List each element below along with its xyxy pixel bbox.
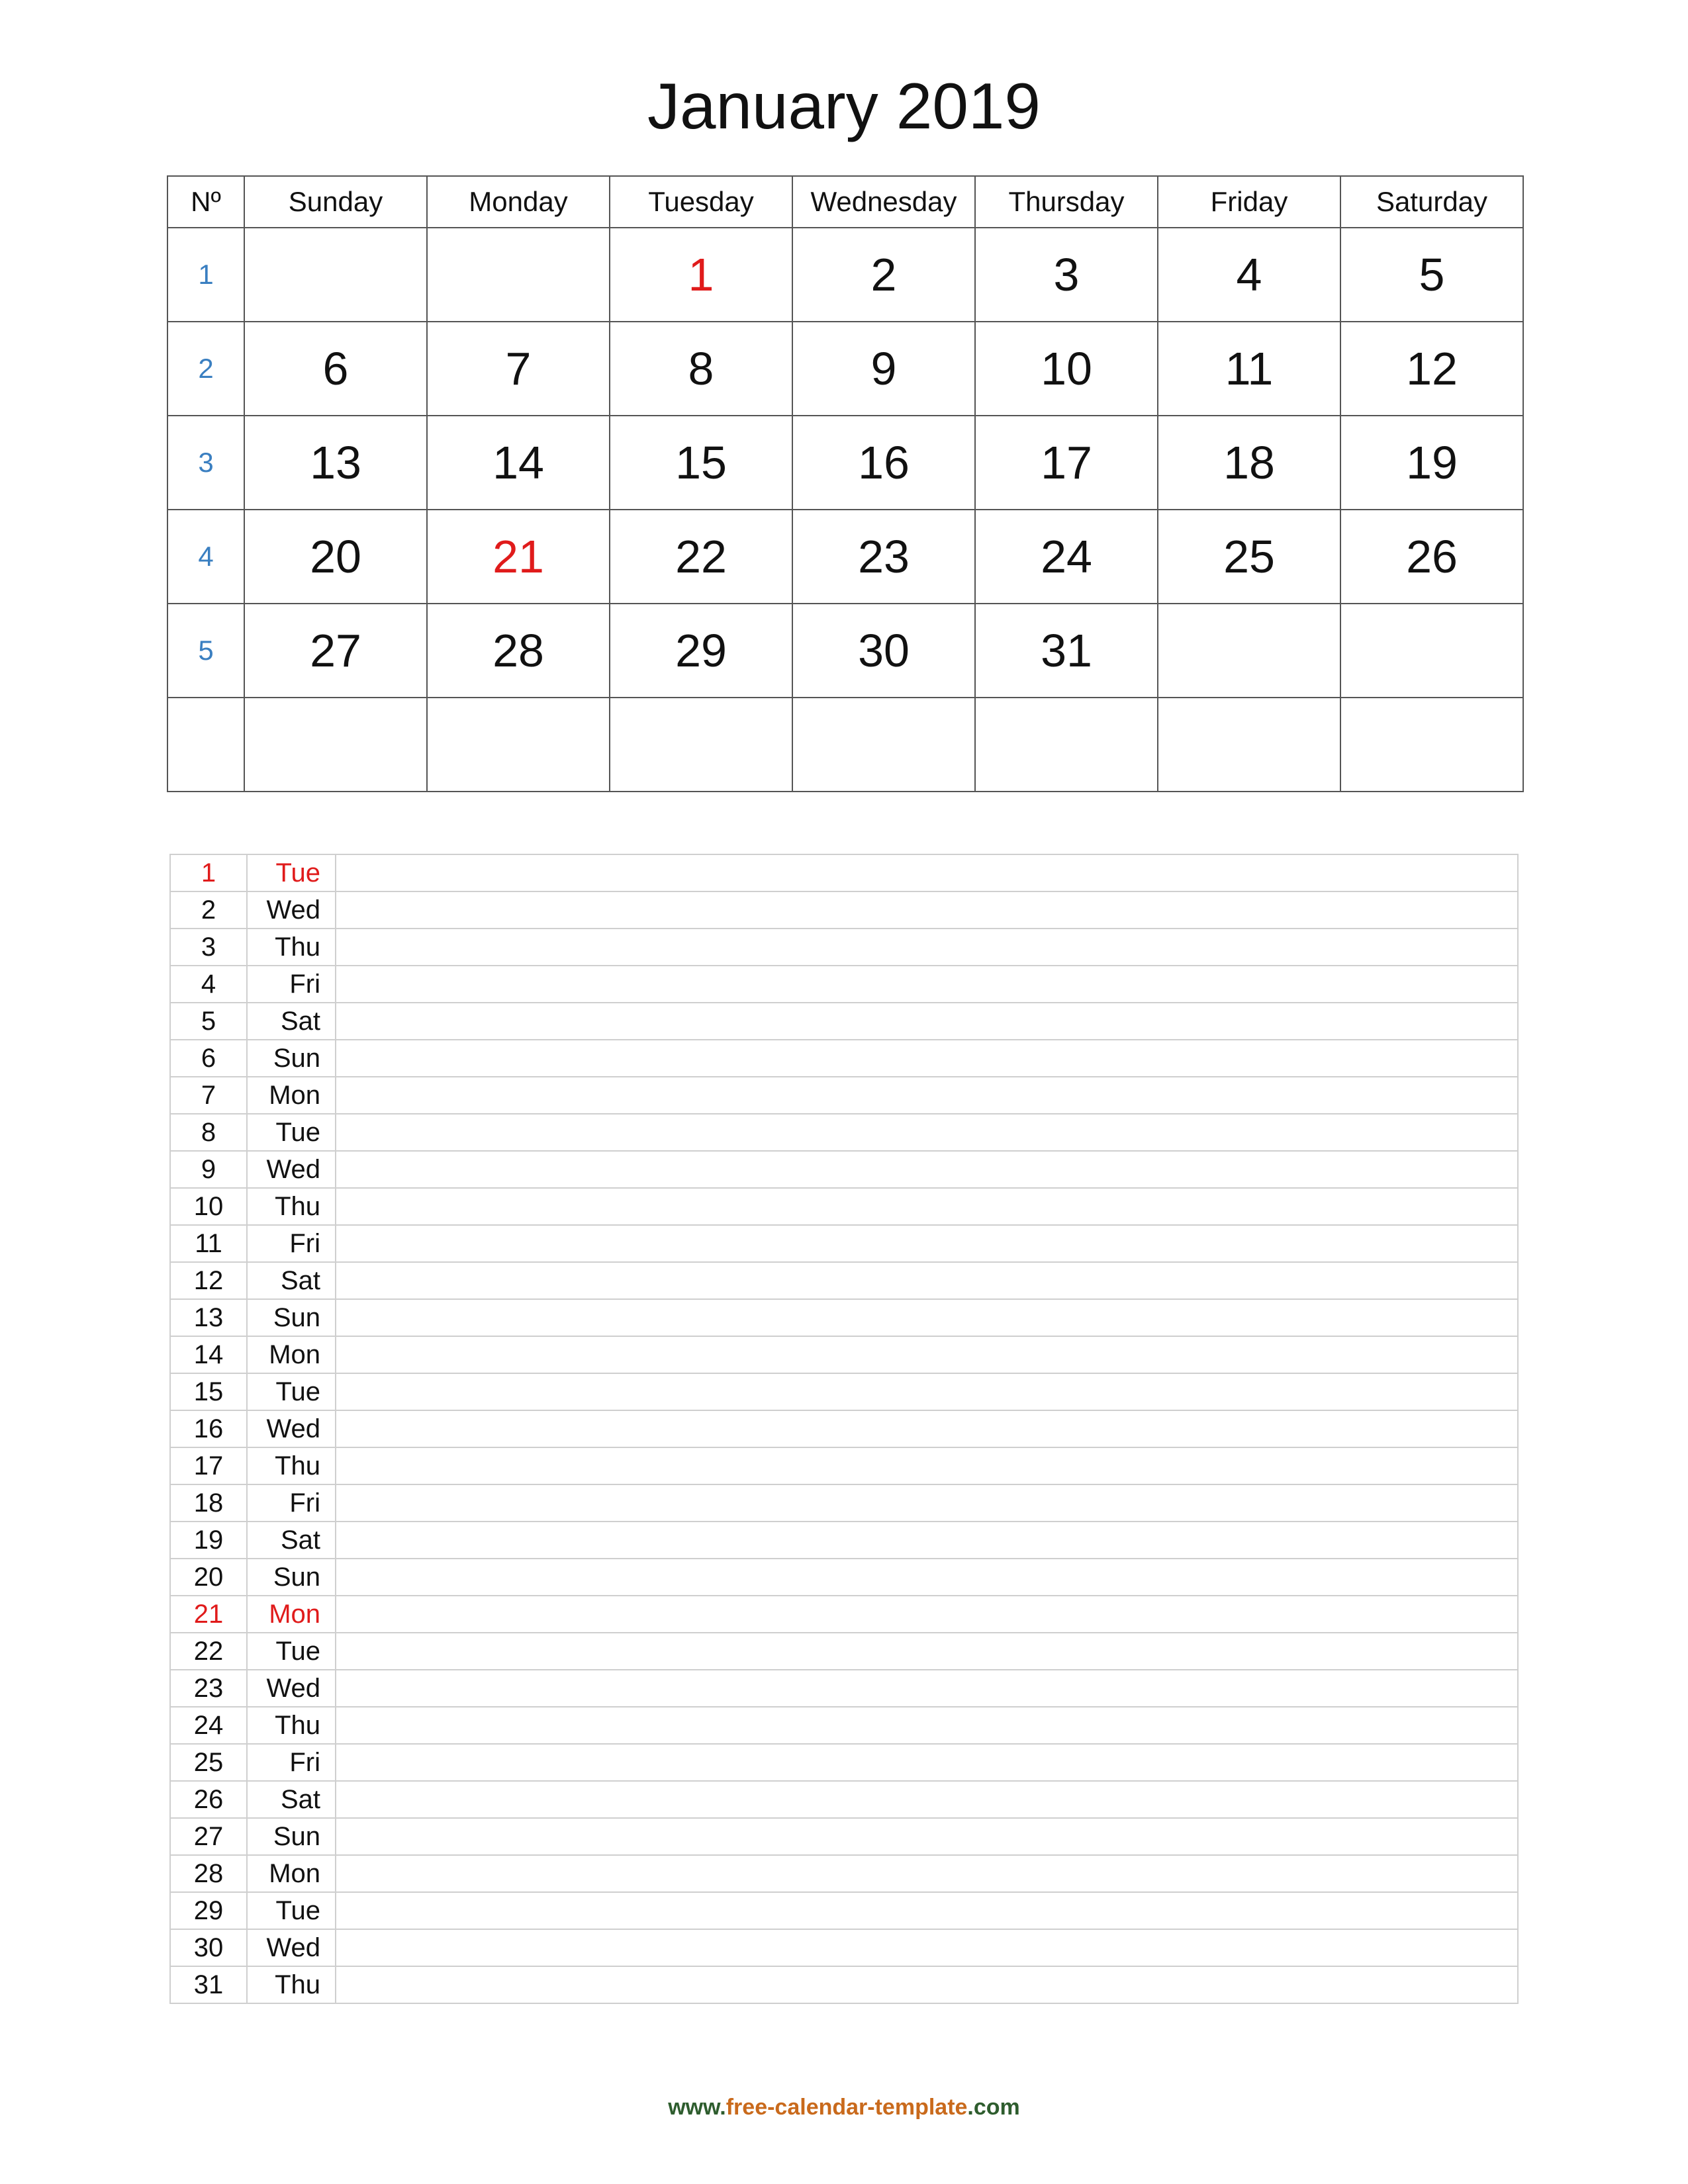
day-cell[interactable]: 6 [244,322,427,416]
day-cell[interactable]: 29 [610,604,792,698]
day-cell[interactable]: 20 [244,510,427,604]
day-cell[interactable]: 1 [610,228,792,322]
weekday-header: Thursday [975,176,1158,228]
day-number: 24 [170,1707,247,1744]
weekday-header: Wednesday [792,176,975,228]
day-cell[interactable]: 25 [1158,510,1340,604]
week-row [167,604,1523,698]
footer-suffix: .com [967,2095,1020,2120]
list-item [170,1188,1518,1225]
day-number: 6 [170,1040,247,1077]
note-field[interactable] [336,1929,1518,1966]
list-item [170,929,1518,966]
month-calendar-grid [167,175,1524,792]
footer-domain: free-calendar-template [726,2095,968,2120]
list-item [170,1077,1518,1114]
week-row [167,416,1523,510]
note-field[interactable] [336,854,1518,891]
day-number: 3 [170,929,247,966]
day-of-week: Sun [247,1818,336,1855]
day-cell[interactable]: 21 [427,510,610,604]
footer-website [0,2095,1688,2120]
week-number [167,698,244,792]
day-of-week: Mon [247,1855,336,1892]
note-field[interactable] [336,1003,1518,1040]
day-cell[interactable]: 19 [1340,416,1523,510]
list-item [170,1484,1518,1522]
day-of-week: Thu [247,1188,336,1225]
note-field[interactable] [336,1336,1518,1373]
list-item [170,1336,1518,1373]
day-number: 5 [170,1003,247,1040]
day-cell[interactable] [1340,604,1523,698]
list-item [170,1410,1518,1447]
weekday-header: Friday [1158,176,1340,228]
day-number: 31 [170,1966,247,2003]
note-field[interactable] [336,1855,1518,1892]
day-of-week: Tue [247,1633,336,1670]
week-row [167,698,1523,792]
day-cell[interactable]: 15 [610,416,792,510]
day-of-week: Tue [247,1114,336,1151]
day-number: 8 [170,1114,247,1151]
week-row [167,228,1523,322]
note-field[interactable] [336,1522,1518,1559]
list-item [170,1855,1518,1892]
weekday-header-row [167,176,1523,228]
day-number: 30 [170,1929,247,1966]
day-cell[interactable]: 10 [975,322,1158,416]
day-cell[interactable] [244,228,427,322]
day-of-week: Tue [247,854,336,891]
day-cell[interactable]: 22 [610,510,792,604]
day-of-week: Fri [247,966,336,1003]
day-number: 10 [170,1188,247,1225]
week-row [167,322,1523,416]
day-cell[interactable]: 8 [610,322,792,416]
day-number: 7 [170,1077,247,1114]
list-item [170,1744,1518,1781]
day-cell[interactable] [1158,698,1340,792]
note-field[interactable] [336,1670,1518,1707]
day-cell[interactable] [1158,604,1340,698]
note-field[interactable] [336,1299,1518,1336]
day-number: 16 [170,1410,247,1447]
week-number: 5 [167,604,244,698]
day-number: 28 [170,1855,247,1892]
list-item [170,891,1518,929]
note-field[interactable] [336,1484,1518,1522]
day-cell[interactable] [427,228,610,322]
day-cell[interactable]: 2 [792,228,975,322]
day-cell[interactable]: 13 [244,416,427,510]
weekday-header: Monday [427,176,610,228]
day-cell[interactable]: 5 [1340,228,1523,322]
note-field[interactable] [336,1262,1518,1299]
day-cell[interactable]: 9 [792,322,975,416]
note-field[interactable] [336,1707,1518,1744]
note-field[interactable] [336,1559,1518,1596]
list-item [170,1781,1518,1818]
day-cell[interactable]: 16 [792,416,975,510]
note-field[interactable] [336,1818,1518,1855]
day-number: 23 [170,1670,247,1707]
day-of-week: Thu [247,1966,336,2003]
day-of-week: Sun [247,1040,336,1077]
note-field[interactable] [336,1892,1518,1929]
note-field[interactable] [336,891,1518,929]
note-field[interactable] [336,1077,1518,1114]
list-item [170,1633,1518,1670]
day-number: 2 [170,891,247,929]
list-item [170,1040,1518,1077]
list-item [170,1929,1518,1966]
note-field[interactable] [336,1225,1518,1262]
week-number: 3 [167,416,244,510]
page-title: January 2019 [647,69,1041,142]
note-field[interactable] [336,1633,1518,1670]
day-cell[interactable]: 24 [975,510,1158,604]
day-number: 29 [170,1892,247,1929]
list-item [170,1707,1518,1744]
note-field[interactable] [336,1114,1518,1151]
day-of-week: Sun [247,1299,336,1336]
day-cell[interactable]: 3 [975,228,1158,322]
day-cell[interactable] [1340,698,1523,792]
weekday-header: Saturday [1340,176,1523,228]
day-cell[interactable] [975,698,1158,792]
day-of-week: Fri [247,1744,336,1781]
weekday-header: Tuesday [610,176,792,228]
week-number-header: Nº [167,176,244,228]
day-number: 4 [170,966,247,1003]
day-number: 14 [170,1336,247,1373]
list-item [170,1966,1518,2003]
list-item [170,1225,1518,1262]
list-item [170,1892,1518,1929]
day-cell[interactable]: 27 [244,604,427,698]
week-number: 2 [167,322,244,416]
list-item [170,1151,1518,1188]
list-item [170,1003,1518,1040]
day-of-week: Sat [247,1262,336,1299]
day-of-week: Sat [247,1522,336,1559]
day-of-week: Mon [247,1596,336,1633]
day-of-week: Thu [247,1447,336,1484]
day-cell[interactable]: 11 [1158,322,1340,416]
day-of-week: Fri [247,1225,336,1262]
day-number: 20 [170,1559,247,1596]
list-item [170,966,1518,1003]
day-of-week: Wed [247,1670,336,1707]
day-cell[interactable]: 18 [1158,416,1340,510]
day-cell[interactable]: 17 [975,416,1158,510]
list-item [170,1262,1518,1299]
day-cell[interactable]: 30 [792,604,975,698]
day-of-week: Wed [247,1410,336,1447]
day-cell[interactable]: 31 [975,604,1158,698]
note-field[interactable] [336,1744,1518,1781]
week-row [167,510,1523,604]
note-field[interactable] [336,966,1518,1003]
list-item [170,1596,1518,1633]
day-cell[interactable] [427,698,610,792]
day-cell[interactable]: 4 [1158,228,1340,322]
day-of-week: Tue [247,1892,336,1929]
day-number: 18 [170,1484,247,1522]
note-field[interactable] [336,1966,1518,2003]
list-item [170,854,1518,891]
day-number: 12 [170,1262,247,1299]
note-field[interactable] [336,1040,1518,1077]
list-item [170,1818,1518,1855]
day-of-week: Mon [247,1336,336,1373]
day-of-week: Fri [247,1484,336,1522]
note-field[interactable] [336,1188,1518,1225]
note-field[interactable] [336,1447,1518,1484]
footer-prefix: www. [668,2095,726,2120]
week-number: 4 [167,510,244,604]
day-cell[interactable]: 12 [1340,322,1523,416]
day-number: 1 [170,854,247,891]
day-cell[interactable] [244,698,427,792]
day-number: 15 [170,1373,247,1410]
day-cell[interactable]: 23 [792,510,975,604]
day-number: 25 [170,1744,247,1781]
day-cell[interactable] [792,698,975,792]
day-of-week: Mon [247,1077,336,1114]
day-cell[interactable]: 26 [1340,510,1523,604]
note-field[interactable] [336,929,1518,966]
note-field[interactable] [336,1596,1518,1633]
day-number: 26 [170,1781,247,1818]
day-of-week: Thu [247,1707,336,1744]
day-of-week: Tue [247,1373,336,1410]
day-cell[interactable]: 28 [427,604,610,698]
day-number: 17 [170,1447,247,1484]
day-cell[interactable]: 14 [427,416,610,510]
day-number: 13 [170,1299,247,1336]
week-number: 1 [167,228,244,322]
daily-notes-list [169,854,1519,2004]
day-cell[interactable]: 7 [427,322,610,416]
note-field[interactable] [336,1373,1518,1410]
day-of-week: Sat [247,1781,336,1818]
day-of-week: Wed [247,891,336,929]
list-item [170,1522,1518,1559]
note-field[interactable] [336,1151,1518,1188]
day-of-week: Sat [247,1003,336,1040]
day-of-week: Wed [247,1929,336,1966]
list-item [170,1114,1518,1151]
list-item [170,1559,1518,1596]
day-of-week: Thu [247,929,336,966]
day-number: 27 [170,1818,247,1855]
weekday-header: Sunday [244,176,427,228]
list-item [170,1299,1518,1336]
day-number: 22 [170,1633,247,1670]
list-item [170,1373,1518,1410]
day-number: 11 [170,1225,247,1262]
list-item [170,1447,1518,1484]
list-item [170,1670,1518,1707]
day-cell[interactable] [610,698,792,792]
day-of-week: Wed [247,1151,336,1188]
day-number: 21 [170,1596,247,1633]
note-field[interactable] [336,1781,1518,1818]
day-number: 19 [170,1522,247,1559]
note-field[interactable] [336,1410,1518,1447]
day-number: 9 [170,1151,247,1188]
day-of-week: Sun [247,1559,336,1596]
